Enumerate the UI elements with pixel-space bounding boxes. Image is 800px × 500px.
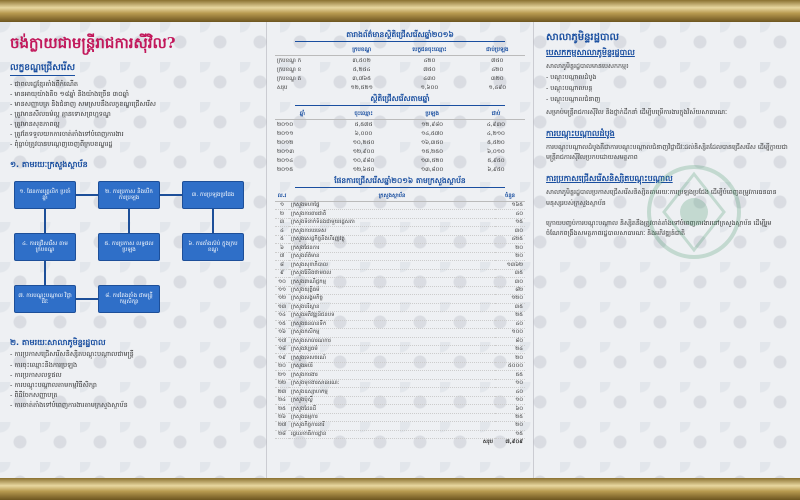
table-cell: ៦,៩៥០ (487, 166, 505, 173)
table-cell: ៣,៥០២ (352, 57, 371, 64)
table-row (275, 388, 525, 396)
table-cell: ក្រសួងការងារ (289, 371, 495, 379)
table-row (275, 362, 525, 370)
table-header-cell: ឆ្នាំ (275, 109, 330, 120)
table-cell: ១០ (495, 396, 525, 404)
table-row (275, 165, 525, 174)
list-item: - ជាពលរដ្ឋខ្មែរតាំងពីកំណើត (10, 79, 256, 89)
list-item: - មានអាយុយ៉ាងតិច ១៨ឆ្នាំ និងយ៉ាងច្រើន ៣០ឆ្នាំ (10, 89, 256, 99)
table-cell: ក្រសួងបរិស្ថាន (289, 303, 495, 311)
table-row (275, 396, 525, 404)
table-row (275, 202, 525, 210)
list-item: - ពិធីចែកសញ្ញាបត្រ (10, 390, 256, 400)
right-panel (534, 22, 800, 478)
table-cell: ៣,៧៦៥ (352, 75, 371, 82)
table-total-row (275, 439, 525, 447)
table-cell: ១,៦០០ (420, 84, 439, 91)
table-cell: ក្រសួងធនធានទឹក (289, 320, 495, 328)
table-row (275, 252, 525, 260)
table-cell: សរុប (277, 84, 288, 91)
left-panel (0, 22, 266, 478)
table-header-cell: ប្រឡង (397, 109, 467, 120)
table-header-cell: បេក្ខជនចុះឈ្មោះ (389, 45, 469, 56)
table-cell: ១៣,៨០០ (421, 166, 444, 173)
table-cell: ១៣,៥២០ (420, 157, 444, 164)
flow-step: ៥. ការប្រកាស លទ្ធផលប្រឡង (98, 233, 160, 261)
table-cell: ១៣៦២ (495, 261, 525, 269)
table-cell: ១២,៦៥០ (352, 166, 375, 173)
table-cell: ក្រសួងការបរទេស (289, 227, 495, 235)
flow-arrow (212, 209, 214, 233)
table-cell: ក្រសួងប៉ុស្តិ៍ (289, 396, 495, 404)
table-cell: ក្រសួងកសិកម្ម (289, 329, 495, 337)
table-cell: ២០១២ (277, 139, 294, 146)
table-cell: ៦,០០០ (354, 130, 373, 137)
table-cell: ក្រសួងយុត្តិធម៌ (289, 286, 495, 294)
mission-item: - បណ្តុះបណ្តាលបន្ត (546, 85, 593, 93)
table-cell: ៥ (275, 235, 289, 243)
table-row (275, 218, 525, 226)
table-cell: ក្រសួងកិច្ចការនារី (289, 422, 495, 430)
table-row (275, 227, 525, 235)
table-cell: ក្រសួងសាធារណការ (289, 337, 495, 345)
table-cell: ក្រសួងសង្គមកិច្ច (289, 295, 495, 303)
flow-arrow (160, 194, 182, 196)
table-cell: ៦០ (495, 405, 525, 413)
list-item: - ការប្រកាសជ្រើសរើសនិស្សិតបណ្តុះបណ្តាលជាមន្ត្រី (10, 349, 256, 359)
table-cell: ១០០ (495, 329, 525, 337)
school-emblem-watermark (644, 162, 744, 262)
table-cell: ក្រសួងឧស្សាហកម្ម (289, 388, 495, 396)
table-cell: ក្រសួងមុខងារសាធារណៈ (289, 379, 495, 387)
table-cell: ក្របខណ្ឌ ខ (277, 66, 302, 73)
table-cell: ២០ (495, 422, 525, 430)
top-gold-border (0, 0, 800, 22)
table-cell: ២៦ (275, 413, 289, 421)
table-row (275, 83, 525, 92)
table-cell: ២១ (275, 371, 289, 379)
table-header-cell: ចុះឈ្មោះ (330, 109, 398, 120)
table-cell: ៥៥ (495, 371, 525, 379)
table-cell: ៤២០ (423, 57, 436, 64)
recruitment-heading: ការប្រកាសជ្រើសរើសនិស្សិតបណ្តុះបណ្តាល (546, 174, 673, 184)
list-item: - មានសញ្ញាបត្រ និងជំនាញ សមស្របនឹងលក្ខខណ្ឌជ្រើសរើស (10, 99, 256, 109)
table-cell: ៤,២១០ (487, 130, 505, 137)
table-cell: ២០១៣ (277, 148, 294, 155)
table-cell: ២៥ (495, 413, 525, 421)
table-cell: ១២,៥២១ (350, 84, 373, 91)
table-cell: ៤ (275, 227, 289, 235)
table-row (275, 156, 525, 165)
table-cell: ៣៥ (495, 269, 525, 277)
table-cell: ២៥ (495, 312, 525, 320)
flow-step: ២. ការប្រកាស និងបើកការប្រឡង (98, 181, 160, 209)
training-heading: ការបណ្តុះបណ្តាលដំបូង (546, 129, 615, 139)
table-cell: ៤០ (495, 388, 525, 396)
table-cell: ៤០ (495, 320, 525, 328)
flow-step: ៦. ការតាំងស៊ប់ ក្នុងក្របខណ្ឌ (182, 233, 244, 261)
school-title: សាលាភូមិន្ទរដ្ឋបាល (546, 32, 619, 43)
table-cell: ៤,៩៣០ (486, 121, 506, 128)
quota-table (275, 45, 525, 92)
table-cell: ១៣ (275, 303, 289, 311)
table-row (275, 303, 525, 311)
mission-item: - បណ្តុះបណ្តាលដំបូង (546, 74, 597, 82)
flow-step: ៤. ការជ្រើសរើស តាមក្របខណ្ឌ (14, 233, 76, 261)
list-item: - ការចាត់តាំងទៅបំពេញការងារតាមក្រសួងស្ថាប័ន (10, 400, 256, 410)
table-row (275, 120, 525, 130)
flow-step: ៣. ការប្រឡងប្រជែង (182, 181, 244, 209)
table-row (275, 295, 525, 303)
table-cell: ១២,៩០០ (352, 148, 375, 155)
table-cell: ២២ (275, 379, 289, 387)
ministry-quota-table (275, 191, 525, 447)
table1-title: តារាងព័ត៌មានស្ថិតិជ្រើសរើសឆ្នាំ២០១៦ (295, 30, 505, 42)
table-cell: ក្រសួងមហាផ្ទៃ (289, 202, 495, 210)
table-cell: ២០១៥ (277, 166, 294, 173)
table-cell: ៤២០ (491, 66, 504, 73)
table-cell: ៦,០១០ (487, 148, 505, 155)
table-cell: ៣៥ (495, 303, 525, 311)
table-header-cell: ជាប់ (467, 109, 525, 120)
table-cell: ២០១០ (277, 121, 294, 128)
table-row (275, 269, 525, 277)
table-cell: ១៨ (275, 345, 289, 353)
table-cell: ក្របខណ្ឌ ក (277, 57, 302, 64)
table-cell: សរុប (482, 439, 493, 446)
table-cell: ២ (275, 210, 289, 218)
table-cell: ១៦,៣៥០ (421, 139, 444, 146)
table-row (275, 405, 525, 413)
table-cell: ២០១១ (277, 130, 294, 137)
table-row (275, 413, 525, 421)
table-cell: ១,៤៩០ (488, 84, 507, 91)
table-cell: ១២,៩៨០ (421, 121, 444, 128)
table-row (275, 286, 525, 294)
mission-note: សម្រាប់មន្ត្រីរាជការស៊ីវិល និងថ្នាក់ដឹកនាំ ដើម្បីបម្រើការងារក្នុងវិស័យសាធារណៈ (546, 109, 727, 117)
table-row (275, 74, 525, 83)
table-cell: ១០,២៥០ (352, 139, 375, 146)
table-cell: ៤២៥ (495, 235, 525, 243)
table-row (275, 345, 525, 353)
table-cell: ១២០ (495, 295, 525, 303)
table-cell: ៧ (275, 252, 289, 260)
list-item: - ការចុះឈ្មោះនិងការប្រឡង (10, 360, 256, 370)
table-header-cell: ល.រ (275, 191, 289, 202)
table3-title: ផែនការជ្រើសរើសឆ្នាំ២០១៦ តាមក្រសួងស្ថាប័ន (295, 176, 505, 188)
training-text: ការបណ្តុះបណ្តាលដំបូងគឺជាការបណ្តុះបណ្តាលជំនាញវិជ្ជាជីវៈដល់និស្សិតដែលបានជ្រើសរើស ដើម្បីក្លាយជាមន្ត្រីរាជការស៊ីវិលប្រកបដោយសមត្ថភាព (546, 144, 788, 162)
table-cell: ១០ (275, 278, 289, 286)
table-row (275, 430, 525, 438)
table-cell: ១៤ (275, 312, 289, 320)
table-cell: ៨២ (495, 286, 525, 294)
flow-step: ១. ផែនការបុគ្គលិក ប្រចាំឆ្នាំ (14, 181, 76, 209)
table-cell: ១៥ (495, 430, 525, 438)
list-item: - ត្រូវមានសុខភាពល្អ (10, 119, 256, 129)
yearly-stats-table (275, 109, 525, 174)
table-cell: ៧៥០ (423, 66, 436, 73)
table-cell: ក្រសួងទំនាក់ទំនងជាមួយរដ្ឋសភា (289, 218, 495, 226)
school-process-list (10, 349, 256, 409)
table-cell: ក្រសួងសេដ្ឋកិច្ចនិងហិរញ្ញវត្ថុ (289, 235, 495, 243)
table-cell: ២០ (495, 244, 525, 252)
table-row (275, 278, 525, 286)
table-row (275, 354, 525, 362)
recruitment-text: សាលាភូមិន្ទរដ្ឋបាលប្រកាសជ្រើសរើសនិស្សិតតាមរយៈការប្រឡងប្រជែង ដើម្បីបំពេញតម្រូវការធនធានមនុស្សរបស់ក្រសួងស្ថាប័ន (546, 189, 777, 207)
table-cell: ១៦ (275, 329, 289, 337)
list-item: - ត្រូវមានសីលធម៌ល្អ គ្មានទោសព្រហ្មទណ្ឌ (10, 109, 256, 119)
bottom-gold-border (0, 478, 800, 500)
table-cell: ១៤,៥៧០ (421, 130, 444, 137)
table-header-cell: ចំនួន (495, 191, 525, 202)
table-cell: ក្រសួងអប់រំ (289, 362, 495, 370)
table-cell: ១២ (275, 295, 289, 303)
table-cell: ២៤ (275, 396, 289, 404)
criteria-heading: លក្ខខណ្ឌជ្រើសរើស (10, 62, 75, 76)
table-cell: ២០ (495, 252, 525, 260)
table-cell: ៣០ (495, 278, 525, 286)
table-cell: ក្រសួងធម្មការ (289, 413, 495, 421)
table-row (275, 244, 525, 252)
table-cell: ១៧ (275, 337, 289, 345)
table-row (275, 371, 525, 379)
criteria-list (10, 79, 256, 149)
flow-step: ៧. ការបណ្តុះបណ្តាល វិជ្ជាជីវៈ (14, 285, 76, 313)
table-row (275, 147, 525, 156)
table-cell: ក្របខណ្ឌ គ (277, 75, 302, 82)
table-row (275, 210, 525, 218)
table-cell: ១៩ (275, 354, 289, 362)
table-cell: ក្រសួងការពារជាតិ (289, 210, 495, 218)
mission-intro: សាលាភូមិន្ទរដ្ឋបាលមានបេសកកម្ម៖ (546, 63, 629, 70)
table-cell: ក្រសួងរ៉ែនិងថាមពល (289, 269, 495, 277)
table-cell: ២០១៤ (277, 157, 294, 164)
table-row (275, 129, 525, 138)
table-cell: ១៥,២៥០ (421, 148, 444, 155)
table-cell: ២៣ (275, 388, 289, 396)
table-cell: ៧,៩០៩ (505, 439, 523, 446)
flow-step: ៨. ការតែងតាំង ជាមន្ត្រីកម្មសិក្សា (98, 285, 160, 313)
table-row (275, 312, 525, 320)
table-cell: ១៦៥ (495, 202, 525, 210)
table-cell: ក្រសួងសុខាភិបាល (289, 261, 495, 269)
table-cell: ៣០ (495, 227, 525, 235)
table-cell: ១៥ (275, 320, 289, 328)
table-cell: ៥,៥៧៥ (354, 121, 373, 128)
table-cell: ១ (275, 202, 289, 210)
mission-subtitle: បេសកកម្មសាលាភូមិន្ទរដ្ឋបាល (546, 48, 635, 57)
table-cell: ៥០០០ (495, 362, 525, 370)
table-cell: ក្រសួងព័ត៌មាន (289, 252, 495, 260)
flow-arrow (76, 194, 98, 196)
table-cell: ៨០ (495, 337, 525, 345)
middle-panel (267, 22, 533, 478)
table-row (275, 138, 525, 147)
table-cell: ៤០ (495, 210, 525, 218)
process-flowchart (10, 177, 256, 327)
table-cell: ៥,៥២០ (487, 139, 505, 146)
table-cell: ២៥ (275, 405, 289, 413)
flow-arrow (44, 261, 46, 285)
table-cell: ២៧ (275, 422, 289, 430)
table-cell: ៤៣០ (423, 75, 436, 82)
list-item: - ត្រូវតែទទួលយកការចាត់តាំងទៅបំពេញការងារ (10, 129, 256, 139)
table-header-cell (275, 45, 334, 56)
table-row (275, 337, 525, 345)
table-cell: ៥,២៥៤ (352, 66, 371, 73)
flow-arrow (76, 298, 98, 300)
table-cell: ៩ (275, 269, 289, 277)
table-cell: ៨ (275, 261, 289, 269)
section-heading-school: ២. តាមរយៈសាលាភូមិន្ទរដ្ឋបាល (10, 338, 106, 348)
closing-text: ក្រោយបញ្ចប់ការបណ្តុះបណ្តាល និស្សិតនឹងត្រូវចាត់តាំងទៅបំពេញការងារនៅក្រសួងស្ថាប័ន ដើម្បីរួមចំណែកពង្រឹងសមត្ថភាពរដ្ឋបាលសាធារណៈ និងអភិវឌ្ឍន៍ជាតិ (546, 219, 772, 237)
table2-title: ស្ថិតិជ្រើសរើសតាមឆ្នាំ (295, 94, 505, 106)
table-cell (275, 439, 289, 447)
table-cell: ៥,៩៥០ (487, 157, 505, 164)
table-row (275, 379, 525, 387)
table-cell: ១០ (495, 379, 525, 387)
table-cell: ៧៥០ (491, 57, 504, 64)
table-row (275, 56, 525, 66)
list-item: - ពុំធ្លាប់ត្រូវបានបណ្តេញចេញពីក្របខណ្ឌរដ្ឋ (10, 139, 256, 149)
mission-item: - បណ្តុះបណ្តាលជំនាញ (546, 96, 601, 104)
table-row (275, 235, 525, 243)
table-header-cell: ក្រសួងស្ថាប័ន (289, 191, 495, 202)
table-row (275, 261, 525, 269)
page-title: ចង់ក្លាយជាមន្ត្រីរាជការស៊ីវិល? (10, 34, 176, 52)
table-cell: ក្រសួងវប្បធម៌ (289, 345, 495, 353)
table-cell: ក្រសួងផែនការ (289, 244, 495, 252)
table-cell: ២០ (495, 354, 525, 362)
table-cell: ក្រសួងទេសចរណ៍ (289, 354, 495, 362)
table-row (275, 329, 525, 337)
table-row (275, 422, 525, 430)
table-cell: ១០,៩៨០ (352, 157, 375, 164)
table-row (275, 65, 525, 74)
table-cell: ២៤ (495, 345, 525, 353)
table-header-cell: ក្របខណ្ឌ (334, 45, 389, 56)
table-cell: ១៥ (495, 218, 525, 226)
table-cell: ២៨ (275, 430, 289, 438)
list-item: - ការប្រកាសលទ្ធផល (10, 370, 256, 380)
flow-arrow (128, 209, 130, 233)
table-row (275, 320, 525, 328)
table-header-cell: ជាប់ប្រឡង (470, 45, 525, 56)
table-cell: ៦ (275, 244, 289, 252)
table-cell: រដ្ឋលេខាធិការដ្ឋាន (289, 430, 495, 438)
flow-arrow (44, 209, 46, 233)
list-item: - ការបណ្តុះបណ្តាលតាមកម្មវិធីសិក្សា (10, 380, 256, 390)
table-cell: ក្រសួងអភិវឌ្ឍន៍ជនបទ (289, 312, 495, 320)
table-cell: ក្រសួងដែនដី (289, 405, 495, 413)
section-heading-ministry: ១. តាមរយៈក្រសួងស្ថាប័ន (10, 160, 88, 170)
table-cell: ៣២០ (490, 75, 504, 82)
table-cell: ២០ (275, 362, 289, 370)
table-cell: ១១ (275, 286, 289, 294)
table-cell: ៣ (275, 218, 289, 226)
table-cell: ក្រសួងពាណិជ្ជកម្ម (289, 278, 495, 286)
